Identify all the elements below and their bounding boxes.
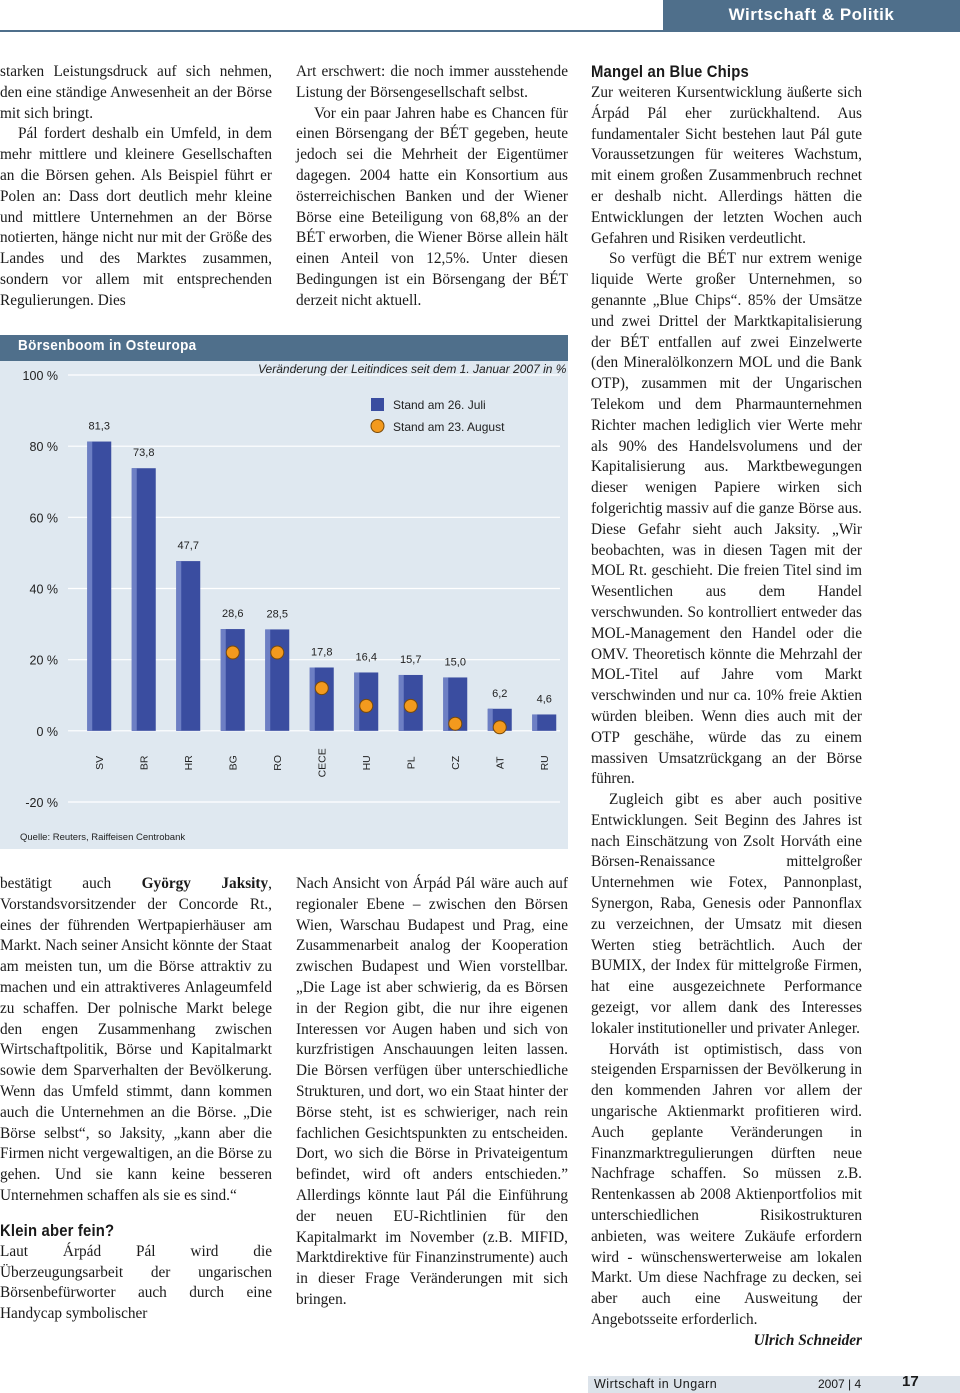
data-label: 17,8 <box>311 646 333 659</box>
author-byline: Ulrich Schneider <box>753 1331 862 1349</box>
top-rule <box>0 30 960 32</box>
data-label: 73,8 <box>133 447 155 460</box>
data-label: 28,5 <box>266 608 288 621</box>
column-1-bottom <box>0 874 272 1325</box>
marker-august <box>449 717 462 730</box>
text-run: bestätigt auch <box>0 875 142 892</box>
marker-august <box>493 721 506 734</box>
section-title: Wirtschaft & Politik <box>728 5 895 24</box>
legend-label: Stand am 26. Juli <box>393 398 486 412</box>
data-label: 15,0 <box>444 656 466 669</box>
category-label: RU <box>539 755 552 771</box>
category-label: RO <box>272 754 285 771</box>
data-label: 28,6 <box>222 608 244 621</box>
data-label: 16,4 <box>355 651 377 664</box>
bar-chart <box>0 335 568 849</box>
marker-august <box>404 699 417 712</box>
data-label: 81,3 <box>88 420 110 433</box>
column-2-top <box>296 62 568 312</box>
text-run: , Vorstandsvorsitzender der Concorde Rt., eines der führenden Wertpapierhäuser am Markt. Nach seiner Ansicht könnte der Staat am meisten tun, um die Börse attraktiv zu machen und ein attraktiveres Anlageumfeld zu schaffen. Der polnische Markt belege den engen Zusammenhang zwischen Wirtschaftpolitik, Börse und Kapitalmarkt sowie dem Sparverhalten der Bevölkerung. Wenn das Umfeld stimmt, dann kommen auch die Unternehmen an die Börse. „Die Börse selbst“, so Jaksity, „kann aber die Firmen nicht vergewaltigen, an die Börse zu gehen. Und sie kann keine besseren Unternehmen schaffen als sie es sind.“ <box>0 875 272 1204</box>
column-3 <box>591 62 862 1352</box>
category-label: AT <box>494 756 507 770</box>
data-label: 4,6 <box>536 693 552 706</box>
category-label: SV <box>94 755 107 770</box>
bar-highlight <box>265 629 270 730</box>
legend-swatch-bar <box>371 398 384 411</box>
paragraph: Art erschwert: die noch immer ausstehende Listung der Börsengesellschaft selbst. <box>296 63 568 101</box>
y-tick-label: 0 % <box>36 724 58 739</box>
data-label: 47,7 <box>177 540 199 553</box>
paragraph: Laut Árpád Pál wird die Überzeugungsarbeit der ungarischen Börsenbefürworter auch durch eine Handycap symbolischer <box>0 1242 272 1323</box>
subheading: Klein aber fein? <box>0 1221 115 1240</box>
paragraph <box>0 874 272 1207</box>
section-banner <box>663 0 960 30</box>
marker-august <box>226 646 239 659</box>
y-tick-label: 60 % <box>29 511 58 526</box>
y-tick-label: 40 % <box>29 582 58 597</box>
bar-highlight <box>87 442 92 731</box>
category-label: CZ <box>450 755 463 770</box>
marker-august <box>315 682 328 695</box>
y-tick-label: 100 % <box>22 369 58 383</box>
category-label: BR <box>138 755 151 771</box>
data-label: 15,7 <box>400 653 422 666</box>
chart-subtitle: Veränderung der Leitindices seit dem 1. Januar 2007 in % <box>258 362 567 376</box>
footer-issue: 2007 | 4 <box>818 1377 862 1391</box>
chart-source: Quelle: Reuters, Raiffeisen Centrobank <box>20 832 186 843</box>
marker-august <box>271 646 284 659</box>
legend-swatch-marker <box>371 420 384 433</box>
y-tick-label: 80 % <box>29 440 58 455</box>
chart-title: Börsenboom in Osteuropa <box>18 337 197 354</box>
category-label: HR <box>183 755 196 771</box>
category-label: CECE <box>316 748 329 778</box>
bar-highlight <box>221 629 226 731</box>
person-name: György Jaksity <box>141 875 269 892</box>
legend-label: Stand am 23. August <box>393 420 505 434</box>
column-1-top <box>0 62 272 312</box>
category-label: PL <box>405 756 418 770</box>
data-label: 6,2 <box>492 687 508 700</box>
bar-highlight <box>176 561 181 731</box>
bar-highlight <box>132 468 137 731</box>
bar-highlight <box>310 667 315 730</box>
marker-august <box>360 699 373 712</box>
subheading: Mangel an Blue Chips <box>591 63 749 81</box>
paragraph: Zur weiteren Kursentwicklung äußerte sich Árpád Pál eher zurückhaltend. Aus fundamentaler Sicht bestehen laut Pál gute Voraussetzungen für weiteres Wachstum, mit einem großen Zusammenbruch rechnet er deshalb nicht. Allerdings hätten die Entwicklungen der letzten Wochen auch Gefahren und Risiken verdeutlicht. <box>591 84 862 247</box>
category-label: HU <box>361 755 374 771</box>
bar-highlight <box>532 714 537 730</box>
paragraph: Nach Ansicht von Árpád Pál wäre auch auf regionaler Ebene – zwischen den Börsen Wien, Warschau Budapest und Prag, eine Zusammenarbeit analog der Kooperation zwischen Budapest und Wien vorstellbar. „Die Lage ist aber schwierig, da es Börsen in der Region gibt, die nur ihre eigenen Interessen vor Augen haben und sich von kurzfristigen Anschauungen leiten lassen. Die Börsen verfügen über unterschiedliche Strukturen, und dort, wo ein Staat hinter der Börse steht, ist es schwieriger, nach rein fachlichen Gesichtspunkten zu entscheiden. Dort, wo sich die Börse in Privateigentum befindet, wird oft anders entschieden.” Allerdings könnte laut Pál die Einführung der neuen EU-Richtlinien für den Kapitalmarkt im November (z.B. MIFID, Marktdirektive für Finanzinstrumente) auch in dieser Frage Veränderungen mit sich bringen. <box>296 875 568 1308</box>
paragraph: Pál fordert deshalb ein Umfeld, in dem mehr mittlere und kleinere Gesellschaften an die Börsen gehen. Als Beispiel führt er Polen an: Dass dort deutlich mehr kleine und mittlere Unternehmen an der Börse notierten, hänge nicht nur mit der Größe des Landes und des Marktes zusammen, sondern vor allem mit entsprechenden Regulierungen. Dies <box>0 125 272 309</box>
paragraph: Horváth ist optimistisch, dass von steigenden Ersparnissen der Bevölkerung in den kommenden Jahren vor allem der ungarische Aktienmarkt profitieren wird. Auch geplante Veränderungen in Finanzmarktregulierungen dürften neue Nachfrage schaffen. So müssen z.B. Rentenkassen ab 2008 Aktienportfolios mit unterschiedlichen Risikostrukturen anbieten, was weitere Zukäufe erfordern wird - wünschenswerterweise am lokalen Markt. Um diese Nachfrage zu decken, sei aber auch eine Ausweitung der Angebotsseite erforderlich. <box>591 1040 862 1329</box>
bar-highlight <box>354 672 359 730</box>
bar-highlight <box>488 709 493 731</box>
y-tick-label: -20 % <box>25 796 58 810</box>
paragraph: Vor ein paar Jahren habe es Chancen für einen Börsengang der BÉT gegeben, heute jedoch sei die Mehrheit der Eigentümer dagegen. 2004 hatte ein Konsortium aus österreichischen Banken und der Wiener Börse eine Beteiligung von 68,8% an der BÉT erworben, die Wiener Börse allein hält einen Anteil von 12,5%. Unter diesen Bedingungen ist ein Börsengang der BÉT derzeit nicht aktuell. <box>296 104 568 309</box>
y-tick-label: 20 % <box>29 653 58 668</box>
paragraph: starken Leistungsdruck auf sich nehmen, den eine ständige Anwesenheit an der Börse mit sich bringt. <box>0 63 272 122</box>
column-2-bottom <box>296 874 568 1311</box>
bar-highlight <box>399 675 404 731</box>
footer-magazine: Wirtschaft in Ungarn <box>594 1377 718 1391</box>
paragraph: Zugleich gibt es aber auch positive Entwicklungen. Seit Beginn des Jahres ist nach Einschätzung von Zsolt Horváth eine Börsen-Renaissance mittelgroßer Unternehmen wie Fotex, Pannonplast, Synergon, Raba, Genesis oder Pannonflax zu verzeichnen, der Umsatz mit diesen Werten stieg beträchtlich. Auch der BUMIX, der Index für mittelgroße Firmen, hat eine ausgezeichnete Performance gezeigt, vor allem dank des Interesses lokaler institutioneller und privater Anleger. <box>591 791 862 1037</box>
page-number: 17 <box>902 1373 919 1390</box>
bar-highlight <box>443 677 448 730</box>
paragraph: So verfügt die BÉT nur extrem wenige liquide Werte großer Unternehmen, so genannte „Blue Chips“. 85% der Umsätze und zwei Drittel der Marktkapitalisierung der BÉT entfallen auf zwei Einzelwerte (den Mineralölkonzern MOL und die Bank OTP), zusammen mit der Ungarischen Telekom und dem Pharmaunternehmen Richter machen lediglich vier Werte mehr als 90% des Handelsvolumens und der Kapitalisierung aus. Marktbewegungen dieser wenigen Papiere wirken sich folgerichtig massiv auf die ganze Börse aus. Diese Gefahr sieht auch Jaksity. „Wir beobachten, was in diesen Tagen mit der MOL Rt. geschieht. Die freien Titel sind im Wesentlichen aus dem Handel verschwunden. So kontrolliert entweder das MOL-Management den Handel oder die OMV. Theoretisch könnte die Mehrzahl der MOL-Titel auf Jahre vom Markt verschwinden und nur ca. 10% freie Aktien würden bleiben. Wenn dies auch mit der OTP geschähe, würde das zu einem massiven Umsatzrückgang an der Börse führen. <box>591 250 862 788</box>
category-label: BG <box>227 755 240 771</box>
